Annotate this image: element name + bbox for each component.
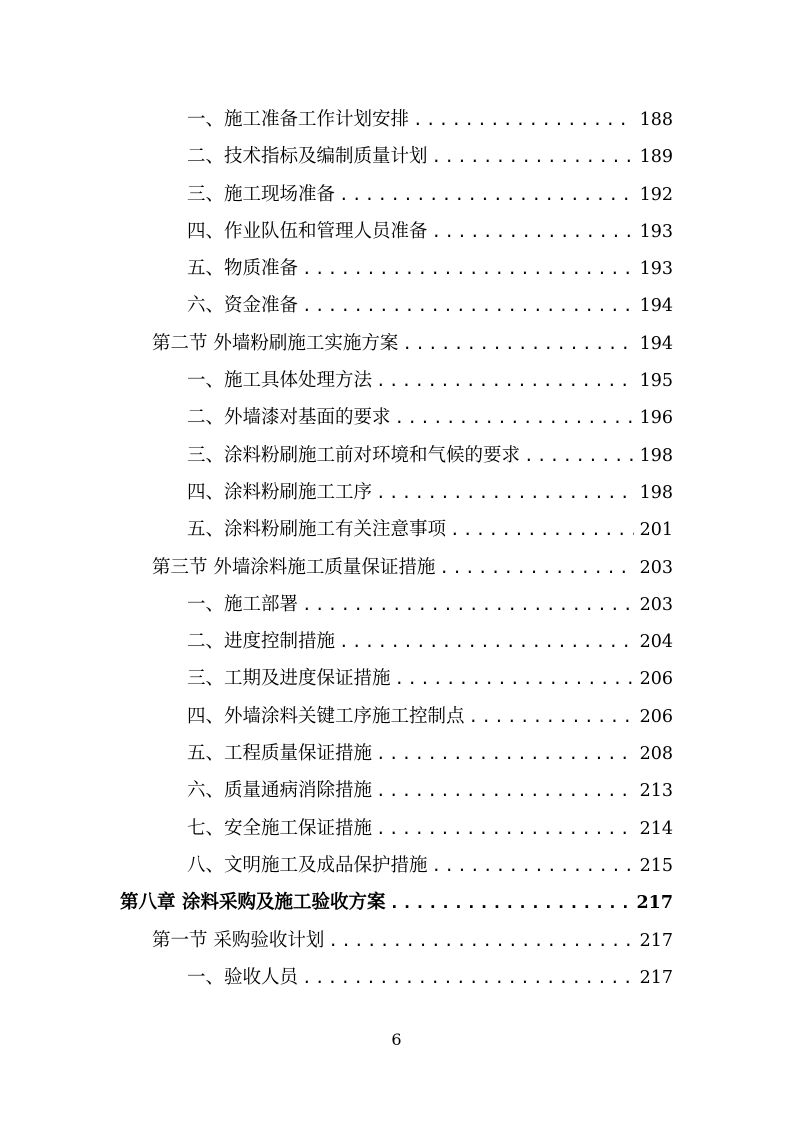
toc-entry[interactable] (0, 101, 793, 138)
toc-entry[interactable] (0, 586, 793, 623)
toc-entry-page: 188 (639, 110, 673, 130)
toc-dot-leader (391, 660, 634, 697)
toc-entry-page: 204 (639, 632, 673, 653)
toc-entry-title: 一、施工准备工作计划安排 (187, 109, 410, 130)
toc-entry[interactable] (0, 362, 793, 399)
toc-entry-title: 一、施工具体处理方法 (187, 370, 373, 392)
toc-entry-page: 198 (639, 445, 673, 466)
toc-entry-page: 193 (639, 259, 673, 280)
toc-entry-page: 217 (639, 930, 673, 951)
table-of-contents (0, 101, 793, 996)
toc-entry[interactable] (0, 213, 793, 250)
toc-entry-title: 二、进度控制措施 (187, 631, 336, 653)
toc-dot-leader (298, 287, 634, 324)
toc-entry-page: 203 (639, 594, 673, 615)
toc-dot-leader (428, 847, 634, 884)
toc-entry-title: 第八章 涂料采购及施工验收方案 (120, 892, 386, 914)
toc-entry-title: 五、物质准备 (187, 258, 299, 280)
toc-entry[interactable] (0, 511, 793, 548)
toc-dot-leader (335, 176, 634, 213)
toc-entry-page: 196 (639, 408, 673, 429)
toc-entry-page: 193 (639, 221, 673, 242)
toc-entry-page: 203 (639, 557, 673, 578)
toc-entry-title: 三、涂料粉刷施工前对环境和气候的要求 (187, 444, 521, 466)
toc-entry[interactable] (0, 884, 793, 921)
toc-entry-title: 七、安全施工保证措施 (187, 817, 373, 839)
toc-dot-leader (446, 511, 634, 548)
toc-entry-title: 第一节 采购验收计划 (152, 929, 325, 951)
toc-entry-title: 一、验收人员 (187, 966, 299, 988)
toc-entry[interactable] (0, 735, 793, 772)
toc-entry-page: 217 (639, 967, 673, 988)
toc-dot-leader (298, 586, 634, 623)
toc-entry-page: 195 (639, 371, 673, 392)
toc-entry-title: 六、质量通病消除措施 (187, 780, 373, 802)
toc-entry-page: 208 (639, 744, 673, 765)
toc-entry-page: 206 (639, 706, 673, 727)
toc-entry-title: 八、文明施工及成品保护措施 (187, 854, 428, 876)
toc-entry[interactable] (0, 922, 793, 959)
toc-dot-leader (428, 138, 634, 175)
toc-entry[interactable] (0, 138, 793, 175)
toc-entry-page: 213 (639, 781, 673, 802)
toc-dot-leader (324, 922, 633, 959)
toc-entry[interactable] (0, 623, 793, 660)
toc-entry-title: 五、涂料粉刷施工有关注意事项 (187, 519, 447, 541)
toc-entry[interactable] (0, 660, 793, 697)
toc-dot-leader (372, 772, 634, 809)
toc-entry-title: 三、工期及进度保证措施 (187, 668, 391, 690)
toc-dot-leader (409, 101, 634, 138)
toc-entry-title: 三、施工现场准备 (187, 183, 336, 205)
toc-entry-title: 四、作业队伍和管理人员准备 (187, 220, 428, 242)
toc-entry[interactable] (0, 698, 793, 735)
toc-entry[interactable] (0, 250, 793, 287)
toc-entry-page: 206 (639, 669, 673, 690)
toc-entry-title: 六、资金准备 (187, 295, 299, 317)
toc-dot-leader (298, 959, 634, 996)
toc-dot-leader (385, 884, 630, 921)
toc-entry-page: 217 (636, 893, 673, 914)
toc-entry[interactable] (0, 287, 793, 324)
toc-entry-title: 一、施工部署 (187, 593, 299, 615)
toc-entry[interactable] (0, 325, 793, 362)
toc-dot-leader (335, 623, 634, 660)
toc-dot-leader (372, 735, 634, 772)
toc-entry[interactable] (0, 399, 793, 436)
toc-entry-title: 五、工程质量保证措施 (187, 743, 373, 765)
toc-entry-page: 201 (639, 520, 673, 541)
toc-dot-leader (398, 325, 633, 362)
toc-entry[interactable] (0, 959, 793, 996)
toc-entry[interactable] (0, 772, 793, 809)
toc-dot-leader (372, 810, 634, 847)
toc-entry[interactable] (0, 847, 793, 884)
toc-entry-title: 第二节 外墙粉刷施工实施方案 (152, 332, 399, 354)
toc-dot-leader (298, 250, 634, 287)
toc-dot-leader (520, 437, 634, 474)
toc-entry-title: 四、涂料粉刷施工工序 (187, 481, 373, 503)
toc-entry-page: 194 (639, 333, 673, 354)
toc-entry-page: 192 (639, 184, 673, 205)
toc-entry-page: 215 (639, 855, 673, 876)
toc-entry[interactable] (0, 437, 793, 474)
toc-entry-title: 二、外墙漆对基面的要求 (187, 407, 391, 429)
toc-dot-leader (428, 213, 634, 250)
toc-entry-page: 194 (639, 296, 673, 317)
toc-dot-leader (435, 549, 633, 586)
toc-entry[interactable] (0, 549, 793, 586)
toc-entry-page: 214 (639, 818, 673, 839)
toc-entry-title: 二、技术指标及编制质量计划 (187, 146, 428, 168)
toc-entry-title: 第三节 外墙涂料施工质量保证措施 (152, 556, 436, 578)
toc-entry[interactable] (0, 810, 793, 847)
toc-entry-page: 198 (639, 482, 673, 503)
toc-dot-leader (391, 399, 634, 436)
toc-entry-page: 189 (639, 147, 673, 168)
toc-entry[interactable] (0, 474, 793, 511)
toc-dot-leader (372, 474, 634, 511)
toc-entry[interactable] (0, 176, 793, 213)
page-number: 6 (391, 1030, 402, 1049)
toc-dot-leader (372, 362, 634, 399)
toc-dot-leader (465, 698, 634, 735)
toc-entry-title: 四、外墙涂料关键工序施工控制点 (187, 705, 465, 727)
